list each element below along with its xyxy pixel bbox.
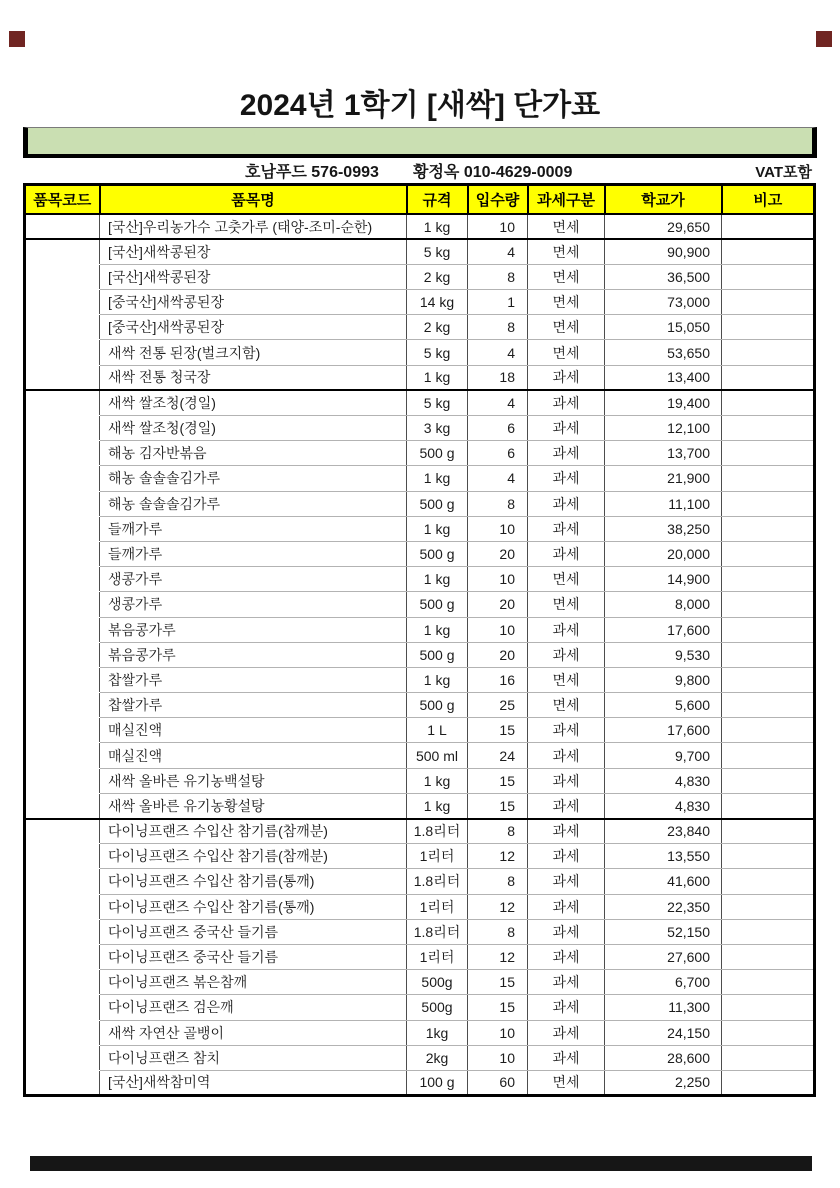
table-cell-code <box>25 567 100 592</box>
table-cell-code <box>25 1070 100 1095</box>
table-cell-name: 볶음콩가루 <box>100 617 407 642</box>
table-cell-name: 해농 솔솔솔김가루 <box>100 466 407 491</box>
table-cell-note <box>722 264 815 289</box>
table-cell-note <box>722 390 815 415</box>
table-cell-note <box>722 667 815 692</box>
table-cell-note <box>722 214 815 239</box>
table-cell-spec: 500 ml <box>407 743 468 768</box>
table-cell-code <box>25 667 100 692</box>
table-cell-note <box>722 315 815 340</box>
table-cell-qty: 8 <box>468 315 528 340</box>
table-cell-name: 새싹 전통 된장(벌크지함) <box>100 340 407 365</box>
table-cell-qty: 60 <box>468 1070 528 1095</box>
table-row <box>25 264 815 289</box>
table-cell-note <box>722 768 815 793</box>
table-cell-qty: 15 <box>468 718 528 743</box>
table-cell-spec: 500g <box>407 995 468 1020</box>
table-cell-note <box>722 894 815 919</box>
table-cell-note <box>722 239 815 264</box>
table-cell-code <box>25 970 100 995</box>
table-cell-note <box>722 793 815 818</box>
table-cell-code <box>25 642 100 667</box>
table-cell-code <box>25 214 100 239</box>
table-row <box>25 667 815 692</box>
table-cell-spec: 1 kg <box>407 617 468 642</box>
table-cell-price: 9,700 <box>605 743 722 768</box>
table-row <box>25 441 815 466</box>
table-cell-spec: 1 kg <box>407 516 468 541</box>
table-cell-price: 19,400 <box>605 390 722 415</box>
table-cell-price: 15,050 <box>605 315 722 340</box>
table-cell-name: 다이닝프랜즈 검은깨 <box>100 995 407 1020</box>
table-cell-code <box>25 365 100 390</box>
table-cell-tax: 과세 <box>528 819 605 844</box>
table-cell-name: 들깨가루 <box>100 516 407 541</box>
table-cell-note <box>722 541 815 566</box>
table-cell-qty: 10 <box>468 567 528 592</box>
table-row <box>25 567 815 592</box>
table-cell-note <box>722 1045 815 1070</box>
table-cell-qty: 10 <box>468 214 528 239</box>
table-row <box>25 894 815 919</box>
table-cell-tax: 과세 <box>528 970 605 995</box>
table-cell-tax: 면세 <box>528 1070 605 1095</box>
table-cell-price: 22,350 <box>605 894 722 919</box>
table-row <box>25 516 815 541</box>
table-cell-name: 다이닝프랜즈 중국산 들기름 <box>100 919 407 944</box>
table-cell-name: 다이닝프랜즈 중국산 들기름 <box>100 944 407 969</box>
table-cell-tax: 면세 <box>528 264 605 289</box>
table-cell-name: 새싹 올바른 유기농황설탕 <box>100 793 407 818</box>
table-cell-tax: 과세 <box>528 642 605 667</box>
table-row <box>25 768 815 793</box>
table-row <box>25 290 815 315</box>
table-cell-qty: 4 <box>468 239 528 264</box>
table-cell-qty: 20 <box>468 592 528 617</box>
corner-mark-right <box>816 31 832 47</box>
table-cell-name: [국산]새싹참미역 <box>100 1070 407 1095</box>
table-cell-qty: 12 <box>468 844 528 869</box>
table-cell-note <box>722 592 815 617</box>
table-cell-price: 73,000 <box>605 290 722 315</box>
table-cell-qty: 10 <box>468 617 528 642</box>
table-row <box>25 869 815 894</box>
table-cell-name: 다이닝프랜즈 참치 <box>100 1045 407 1070</box>
table-cell-tax: 과세 <box>528 995 605 1020</box>
table-cell-qty: 4 <box>468 466 528 491</box>
table-cell-tax: 과세 <box>528 1020 605 1045</box>
table-row <box>25 466 815 491</box>
table-cell-spec: 1 kg <box>407 793 468 818</box>
column-header-note: 비고 <box>722 185 815 215</box>
table-row <box>25 819 815 844</box>
table-cell-spec: 500 g <box>407 592 468 617</box>
table-cell-spec: 1.8리터 <box>407 819 468 844</box>
column-header-qty: 입수량 <box>468 185 528 215</box>
table-row <box>25 793 815 818</box>
table-cell-name: [국산]새싹콩된장 <box>100 264 407 289</box>
table-cell-qty: 16 <box>468 667 528 692</box>
table-row <box>25 1070 815 1095</box>
table-cell-price: 21,900 <box>605 466 722 491</box>
bottom-scan-bar <box>30 1156 812 1171</box>
table-cell-note <box>722 693 815 718</box>
table-cell-name: 찹쌀가루 <box>100 667 407 692</box>
table-cell-code <box>25 541 100 566</box>
table-row <box>25 365 815 390</box>
column-header-spec: 규격 <box>407 185 468 215</box>
table-cell-price: 5,600 <box>605 693 722 718</box>
table-cell-price: 17,600 <box>605 718 722 743</box>
table-cell-name: 생콩가루 <box>100 592 407 617</box>
table-cell-code <box>25 592 100 617</box>
table-row <box>25 944 815 969</box>
table-cell-name: 해농 솔솔솔김가루 <box>100 491 407 516</box>
vat-note: VAT포함 <box>755 164 812 181</box>
table-cell-qty: 10 <box>468 516 528 541</box>
table-row <box>25 340 815 365</box>
table-cell-qty: 10 <box>468 1045 528 1070</box>
table-cell-price: 52,150 <box>605 919 722 944</box>
table-cell-price: 12,100 <box>605 416 722 441</box>
table-cell-code <box>25 239 100 264</box>
table-cell-price: 9,530 <box>605 642 722 667</box>
table-cell-tax: 과세 <box>528 743 605 768</box>
price-table-header <box>25 185 815 215</box>
table-cell-code <box>25 390 100 415</box>
table-cell-code <box>25 944 100 969</box>
table-cell-code <box>25 416 100 441</box>
table-cell-qty: 20 <box>468 541 528 566</box>
table-cell-qty: 24 <box>468 743 528 768</box>
table-cell-qty: 15 <box>468 995 528 1020</box>
table-cell-qty: 25 <box>468 693 528 718</box>
table-cell-price: 4,830 <box>605 793 722 818</box>
table-cell-tax: 과세 <box>528 894 605 919</box>
table-cell-price: 6,700 <box>605 970 722 995</box>
table-cell-code <box>25 1045 100 1070</box>
table-cell-code <box>25 869 100 894</box>
table-cell-price: 2,250 <box>605 1070 722 1095</box>
table-cell-note <box>722 567 815 592</box>
table-cell-spec: 5 kg <box>407 239 468 264</box>
table-cell-code <box>25 315 100 340</box>
table-cell-tax: 과세 <box>528 390 605 415</box>
table-cell-code <box>25 768 100 793</box>
table-row <box>25 617 815 642</box>
table-cell-spec: 2kg <box>407 1045 468 1070</box>
table-cell-qty: 8 <box>468 491 528 516</box>
table-cell-name: 들깨가루 <box>100 541 407 566</box>
table-cell-tax: 면세 <box>528 667 605 692</box>
table-cell-qty: 8 <box>468 919 528 944</box>
table-cell-name: 생콩가루 <box>100 567 407 592</box>
table-cell-price: 41,600 <box>605 869 722 894</box>
table-cell-qty: 8 <box>468 264 528 289</box>
table-cell-code <box>25 844 100 869</box>
table-row <box>25 491 815 516</box>
table-cell-qty: 6 <box>468 416 528 441</box>
table-cell-tax: 과세 <box>528 793 605 818</box>
table-cell-qty: 1 <box>468 290 528 315</box>
table-cell-qty: 8 <box>468 819 528 844</box>
table-cell-note <box>722 642 815 667</box>
table-cell-price: 90,900 <box>605 239 722 264</box>
table-cell-note <box>722 416 815 441</box>
table-cell-note <box>722 919 815 944</box>
table-cell-name: 다이닝프랜즈 볶은참깨 <box>100 970 407 995</box>
price-table-body <box>25 214 815 1096</box>
table-cell-spec: 1 kg <box>407 567 468 592</box>
table-cell-note <box>722 819 815 844</box>
table-cell-qty: 10 <box>468 1020 528 1045</box>
table-cell-spec: 100 g <box>407 1070 468 1095</box>
table-cell-code <box>25 819 100 844</box>
table-cell-qty: 18 <box>468 365 528 390</box>
table-row <box>25 970 815 995</box>
table-cell-spec: 5 kg <box>407 390 468 415</box>
table-cell-name: [중국산]새싹콩된장 <box>100 315 407 340</box>
table-row <box>25 693 815 718</box>
table-cell-code <box>25 995 100 1020</box>
table-cell-price: 24,150 <box>605 1020 722 1045</box>
table-cell-price: 36,500 <box>605 264 722 289</box>
table-cell-qty: 4 <box>468 340 528 365</box>
table-row <box>25 844 815 869</box>
table-cell-spec: 1.8리터 <box>407 869 468 894</box>
table-cell-note <box>722 1070 815 1095</box>
table-cell-price: 4,830 <box>605 768 722 793</box>
table-cell-qty: 15 <box>468 793 528 818</box>
table-cell-spec: 1 kg <box>407 768 468 793</box>
table-cell-spec: 500 g <box>407 541 468 566</box>
header-row <box>25 185 815 215</box>
column-header-tax: 과세구분 <box>528 185 605 215</box>
table-cell-tax: 과세 <box>528 919 605 944</box>
table-row <box>25 390 815 415</box>
table-cell-name: 새싹 자연산 골뱅이 <box>100 1020 407 1045</box>
table-cell-note <box>722 491 815 516</box>
table-cell-spec: 2 kg <box>407 264 468 289</box>
table-cell-price: 38,250 <box>605 516 722 541</box>
table-cell-price: 23,840 <box>605 819 722 844</box>
table-cell-spec: 2 kg <box>407 315 468 340</box>
table-cell-spec: 5 kg <box>407 340 468 365</box>
table-cell-price: 13,700 <box>605 441 722 466</box>
table-cell-note <box>722 844 815 869</box>
price-table <box>23 183 816 1097</box>
table-cell-name: 다이닝프랜즈 수입산 참기름(통깨) <box>100 894 407 919</box>
table-cell-tax: 과세 <box>528 466 605 491</box>
table-cell-name: 새싹 전통 청국장 <box>100 365 407 390</box>
table-cell-note <box>722 516 815 541</box>
table-cell-code <box>25 441 100 466</box>
table-cell-code <box>25 516 100 541</box>
table-cell-note <box>722 718 815 743</box>
table-cell-note <box>722 944 815 969</box>
table-cell-tax: 과세 <box>528 1045 605 1070</box>
table-cell-name: 다이닝프랜즈 수입산 참기름(참깨분) <box>100 819 407 844</box>
table-cell-price: 28,600 <box>605 1045 722 1070</box>
table-cell-spec: 500 g <box>407 642 468 667</box>
table-cell-price: 9,800 <box>605 667 722 692</box>
table-cell-price: 53,650 <box>605 340 722 365</box>
table-cell-qty: 20 <box>468 642 528 667</box>
table-cell-note <box>722 466 815 491</box>
manager-contact: 황정옥 010-4629-0009 <box>413 164 573 181</box>
table-cell-note <box>722 743 815 768</box>
table-cell-name: 해농 김자반볶음 <box>100 441 407 466</box>
page-title: 2024년 1학기 [새싹] 단가표 <box>239 89 601 122</box>
table-cell-tax: 과세 <box>528 844 605 869</box>
table-cell-name: 매실진액 <box>100 743 407 768</box>
table-cell-tax: 과세 <box>528 718 605 743</box>
table-cell-code <box>25 718 100 743</box>
table-cell-code <box>25 793 100 818</box>
table-cell-tax: 과세 <box>528 869 605 894</box>
table-cell-qty: 8 <box>468 869 528 894</box>
table-cell-price: 13,400 <box>605 365 722 390</box>
table-cell-spec: 1 kg <box>407 214 468 239</box>
table-cell-qty: 15 <box>468 970 528 995</box>
table-cell-price: 27,600 <box>605 944 722 969</box>
table-cell-tax: 과세 <box>528 491 605 516</box>
table-cell-tax: 과세 <box>528 441 605 466</box>
table-row <box>25 1045 815 1070</box>
column-header-name: 품목명 <box>100 185 407 215</box>
table-cell-spec: 1리터 <box>407 844 468 869</box>
table-cell-spec: 500 g <box>407 441 468 466</box>
table-row <box>25 995 815 1020</box>
table-cell-name: [중국산]새싹콩된장 <box>100 290 407 315</box>
table-cell-code <box>25 466 100 491</box>
table-cell-name: 새싹 쌀조청(경일) <box>100 390 407 415</box>
column-header-price: 학교가 <box>605 185 722 215</box>
table-cell-spec: 3 kg <box>407 416 468 441</box>
table-cell-qty: 6 <box>468 441 528 466</box>
table-row <box>25 743 815 768</box>
table-row <box>25 541 815 566</box>
table-cell-price: 8,000 <box>605 592 722 617</box>
table-cell-spec: 14 kg <box>407 290 468 315</box>
table-cell-tax: 면세 <box>528 567 605 592</box>
table-cell-spec: 1리터 <box>407 944 468 969</box>
table-cell-code <box>25 290 100 315</box>
table-cell-name: 볶음콩가루 <box>100 642 407 667</box>
table-cell-spec: 1 L <box>407 718 468 743</box>
table-cell-qty: 15 <box>468 768 528 793</box>
green-banner <box>23 127 817 158</box>
table-cell-name: 새싹 올바른 유기농백설탕 <box>100 768 407 793</box>
table-cell-tax: 과세 <box>528 944 605 969</box>
table-cell-note <box>722 970 815 995</box>
table-cell-note <box>722 1020 815 1045</box>
table-cell-spec: 1 kg <box>407 466 468 491</box>
table-cell-qty: 4 <box>468 390 528 415</box>
table-cell-tax: 면세 <box>528 315 605 340</box>
table-cell-note <box>722 441 815 466</box>
table-cell-spec: 1.8리터 <box>407 919 468 944</box>
table-cell-spec: 500g <box>407 970 468 995</box>
table-row <box>25 315 815 340</box>
table-row <box>25 919 815 944</box>
table-cell-tax: 과세 <box>528 541 605 566</box>
table-cell-spec: 1kg <box>407 1020 468 1045</box>
table-cell-name: [국산]새싹콩된장 <box>100 239 407 264</box>
table-cell-code <box>25 491 100 516</box>
table-cell-tax: 면세 <box>528 214 605 239</box>
table-cell-code <box>25 894 100 919</box>
table-cell-name: 다이닝프랜즈 수입산 참기름(참깨분) <box>100 844 407 869</box>
table-cell-tax: 면세 <box>528 592 605 617</box>
table-cell-tax: 과세 <box>528 416 605 441</box>
table-cell-spec: 1 kg <box>407 365 468 390</box>
table-cell-name: 찹쌀가루 <box>100 693 407 718</box>
table-row <box>25 592 815 617</box>
table-cell-name: 매실진액 <box>100 718 407 743</box>
table-cell-code <box>25 617 100 642</box>
table-cell-spec: 500 g <box>407 693 468 718</box>
table-cell-name: 다이닝프랜즈 수입산 참기름(통깨) <box>100 869 407 894</box>
table-cell-tax: 면세 <box>528 340 605 365</box>
table-cell-spec: 1 kg <box>407 667 468 692</box>
corner-mark-left <box>9 31 25 47</box>
table-cell-note <box>722 365 815 390</box>
table-cell-note <box>722 290 815 315</box>
table-cell-qty: 12 <box>468 944 528 969</box>
table-cell-tax: 과세 <box>528 617 605 642</box>
table-cell-note <box>722 869 815 894</box>
table-cell-price: 17,600 <box>605 617 722 642</box>
table-cell-price: 20,000 <box>605 541 722 566</box>
table-cell-spec: 1리터 <box>407 894 468 919</box>
table-cell-note <box>722 617 815 642</box>
table-cell-spec: 500 g <box>407 491 468 516</box>
table-cell-tax: 과세 <box>528 516 605 541</box>
table-cell-price: 11,100 <box>605 491 722 516</box>
table-cell-price: 14,900 <box>605 567 722 592</box>
table-cell-name: [국산]우리농가수 고춧가루 (태양-조미-순한) <box>100 214 407 239</box>
table-cell-tax: 면세 <box>528 693 605 718</box>
table-cell-tax: 과세 <box>528 768 605 793</box>
table-row <box>25 642 815 667</box>
table-cell-note <box>722 995 815 1020</box>
table-cell-price: 13,550 <box>605 844 722 869</box>
supplier-contact: 호남푸드 576-0993 <box>245 164 379 181</box>
table-cell-price: 11,300 <box>605 995 722 1020</box>
table-cell-code <box>25 264 100 289</box>
table-row <box>25 239 815 264</box>
table-row <box>25 1020 815 1045</box>
table-cell-code <box>25 340 100 365</box>
table-cell-code <box>25 743 100 768</box>
column-header-code: 품목코드 <box>25 185 100 215</box>
table-cell-name: 새싹 쌀조청(경일) <box>100 416 407 441</box>
table-cell-code <box>25 1020 100 1045</box>
table-cell-qty: 12 <box>468 894 528 919</box>
table-cell-tax: 과세 <box>528 365 605 390</box>
table-cell-price: 29,650 <box>605 214 722 239</box>
table-cell-code <box>25 919 100 944</box>
table-row <box>25 416 815 441</box>
table-row <box>25 718 815 743</box>
table-cell-note <box>722 340 815 365</box>
table-row <box>25 214 815 239</box>
table-cell-tax: 면세 <box>528 239 605 264</box>
table-cell-tax: 면세 <box>528 290 605 315</box>
table-cell-code <box>25 693 100 718</box>
